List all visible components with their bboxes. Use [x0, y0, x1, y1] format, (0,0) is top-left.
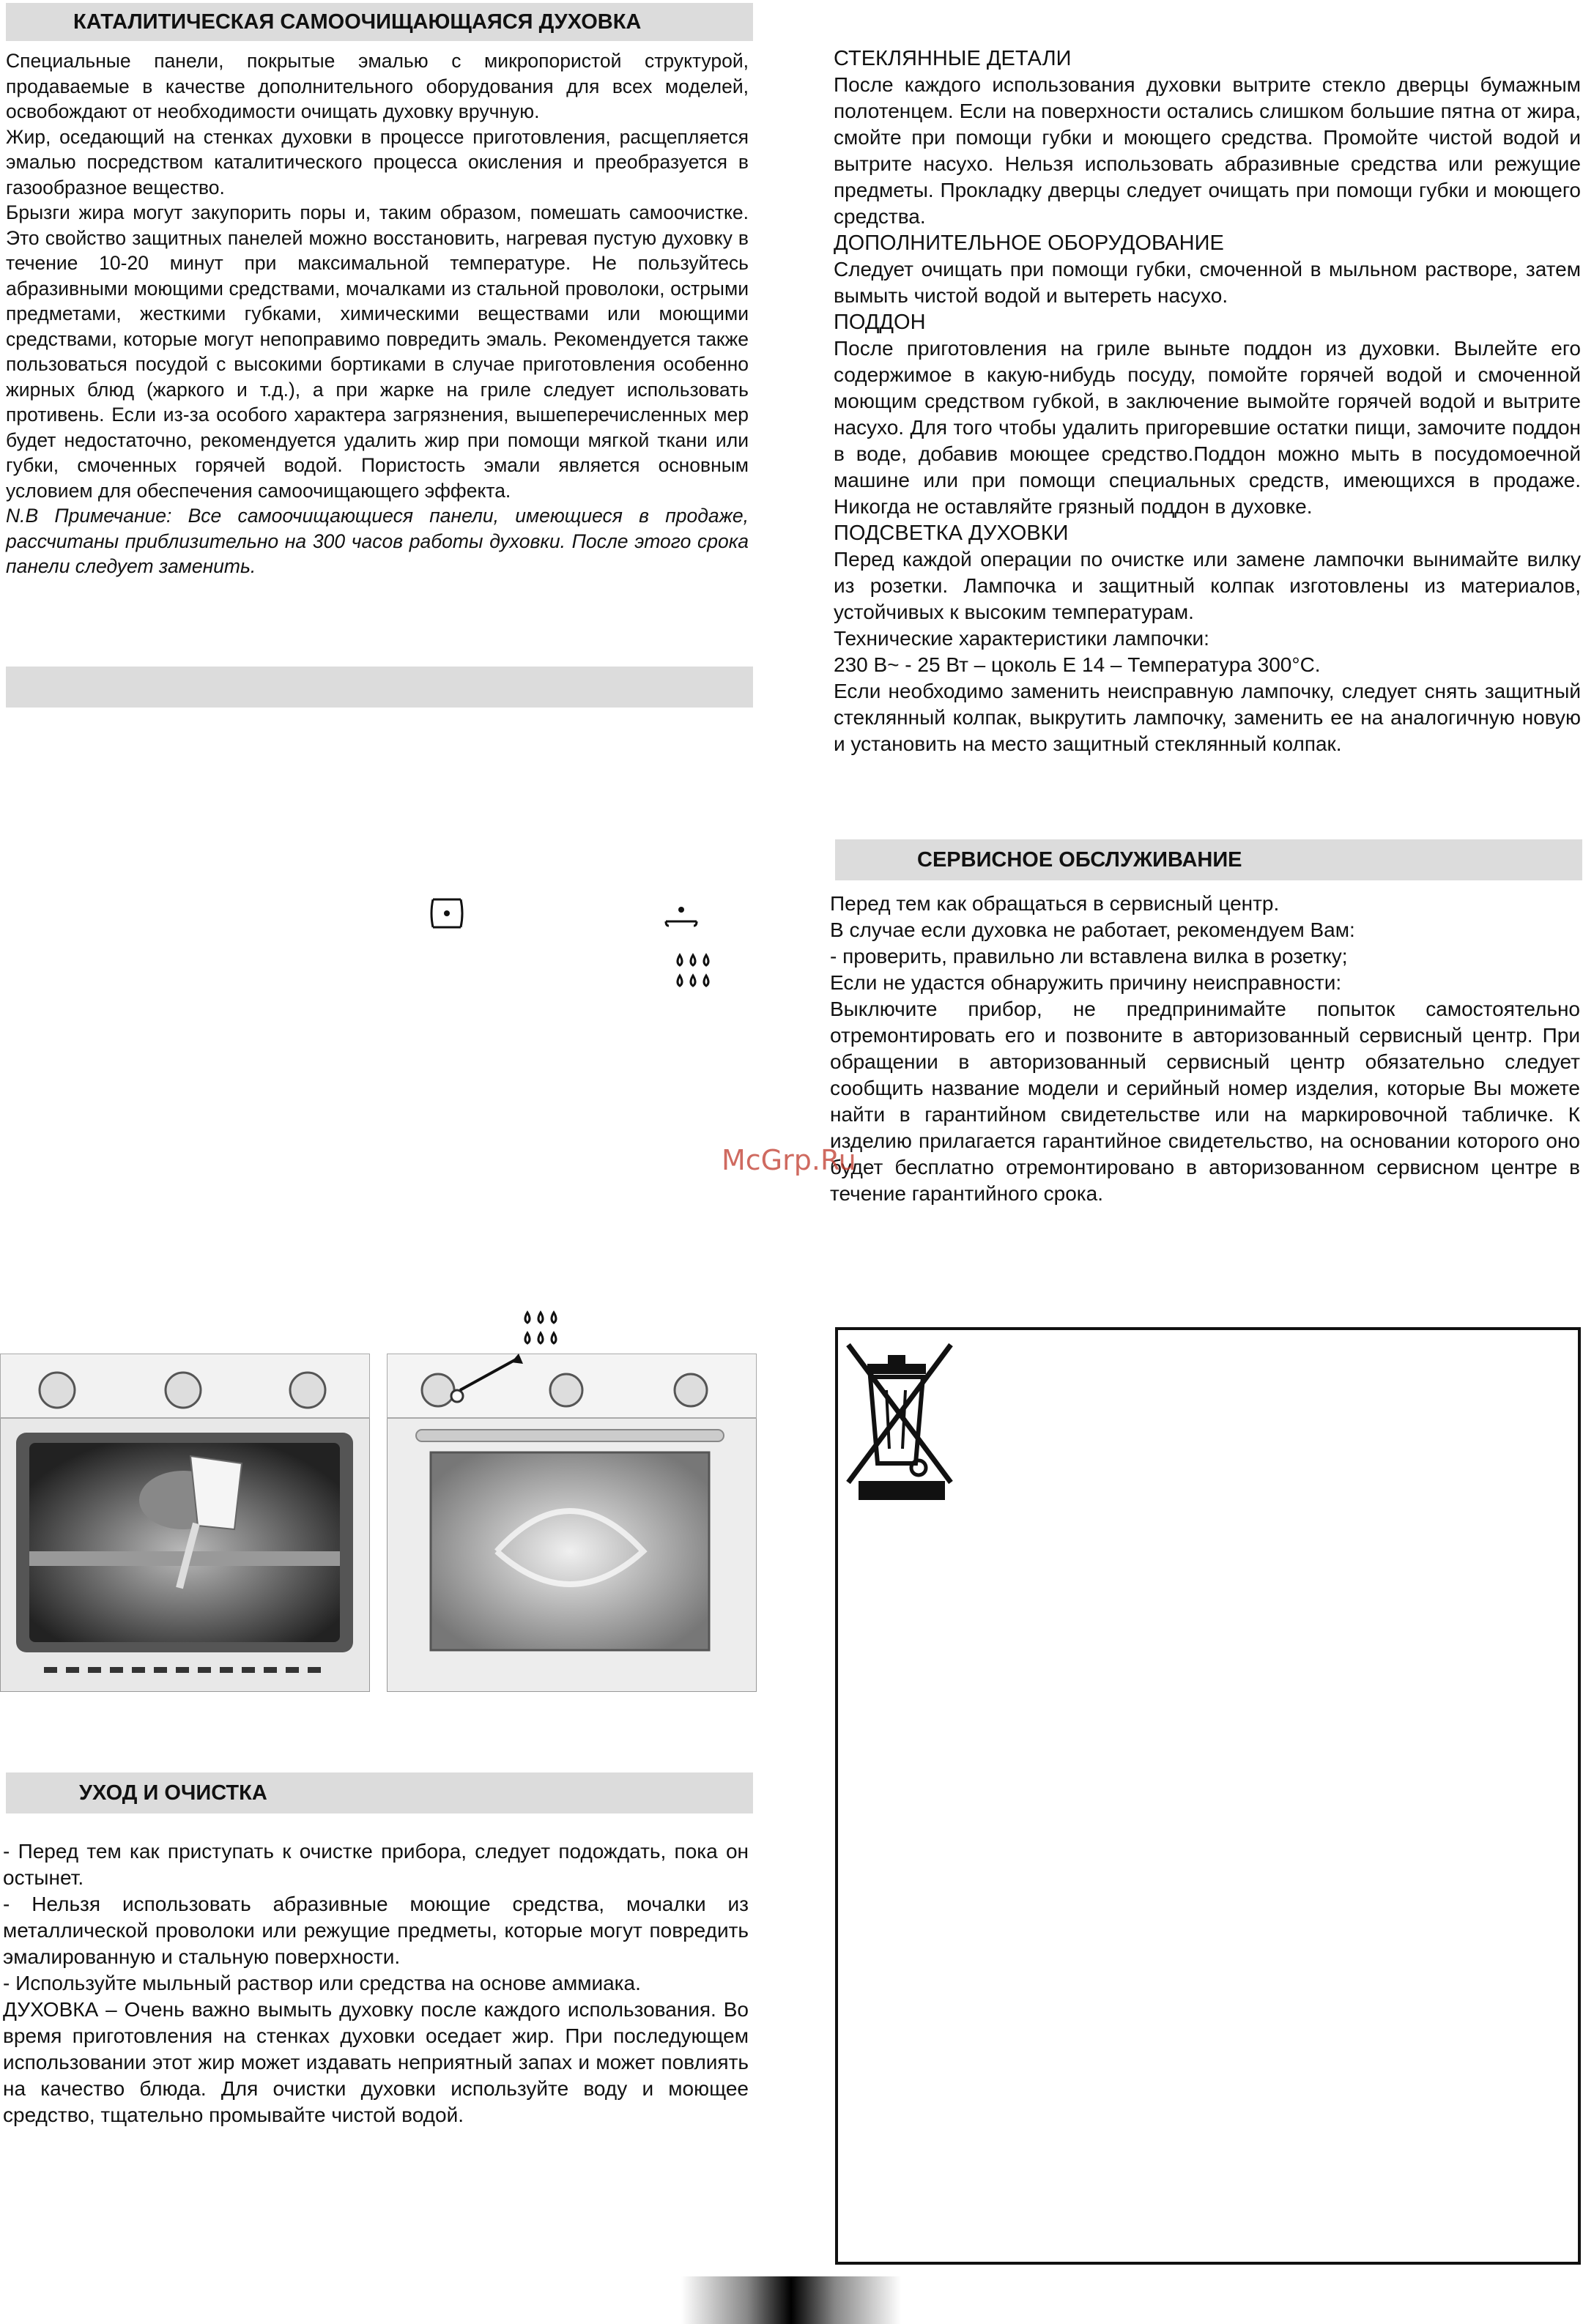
glass-title: СТЕКЛЯННЫЕ ДЕТАЛИ: [834, 47, 1072, 70]
page-footer-gradient: [681, 2276, 901, 2324]
tray-text: После приготовления на гриле выньте поддон из духовки. Вылейте его содержимое в какую-нибудь посуду, помойте горячей водой и смоченной моющим средством губкой, в заключение вымойте горячей водой и вытрите насухо. Для того чтобы удалить пригоревшие остатки пищи, замочите поддон в воде, добавив моющее средство.Поддон можно мыть в посудомоечной машине или при помощи специальных средств, имеющихся в продаже. Никогда не оставляйте грязный поддон в духовке.: [834, 337, 1581, 518]
service-body: [830, 891, 1580, 1207]
oven-light-small-symbol-icon: [663, 899, 700, 929]
oven-illustration-pouring-water: [0, 1354, 370, 1692]
light-text: Перед каждой операции по очистке или замене лампочки вынимайте вилку из розетки. Лампочка и защитный колпак изготовлены из материалов, устойчивых к высоким температурам.: [834, 548, 1581, 623]
care-paragraph-4: ДУХОВКА – Очень важно вымыть духовку после каждого использования. Во время приготовления на стенках духовки оседает жир. При последующем использовании этот жир может издавать неприятный запах и может повлиять на качество блюда. Для очистки духовки используйте воду и моющее средство, тщательно промывайте чистой водой.: [3, 1998, 749, 2126]
steam-drops-icon: [520, 1310, 561, 1351]
steam-drops-icon: [672, 952, 713, 993]
light-spec-label: Технические характеристики лампочки:: [834, 627, 1209, 650]
catalytic-paragraph-1: Специальные панели, покрытые эмалью с микропористой структурой, продаваемые в качестве дополнительного оборудования для всех моделей, освобождают от необходимости очищать духовку вручную.: [6, 50, 749, 122]
right-column-upper: [834, 45, 1581, 757]
oven-illustration-steam: [387, 1354, 757, 1692]
catalytic-note: N.B Примечание: Все самоочищающиеся панели, имеющиеся в продаже, рассчитаны приблизительно на 300 часов работы духовки. После этого срока панели следует заменить.: [6, 505, 749, 577]
service-line-4: Если не удастся обнаружить причину неисправности:: [830, 971, 1342, 994]
watermark: McGrp.Ru: [722, 1144, 856, 1176]
care-paragraph-3: - Используйте мыльный раствор или средства на основе аммиака.: [3, 1972, 641, 1994]
tray-title: ПОДДОН: [834, 311, 926, 334]
catalytic-title: КАТАЛИТИЧЕСКАЯ САМООЧИЩАЮЩАЯСЯ ДУХОВКА: [73, 10, 642, 34]
care-section-header: [6, 1772, 753, 1813]
service-title: СЕРВИСНОЕ ОБСЛУЖИВАНИЕ: [917, 847, 1242, 872]
light-spec: 230 В~ - 25 Вт – цоколь Е 14 – Температура 300°С.: [834, 653, 1321, 676]
service-section-header: [835, 839, 1582, 880]
catalytic-paragraph-3: Брызги жира могут закупорить поры и, таким образом, помешать самоочистке. Это свойство защитных панелей можно восстановить, нагревая пустую духовку в течение 10-20 минут при максимальной температуре. Не пользуйтесь абразивными моющими средствами, мочалками из стальной проволоки, острыми предметами, жесткими губками, химическими веществами или моющими средствами, которые могут непоправимо повредить эмаль. Рекомендуется также пользоваться посудой с высокими бортиками в случае приготовления особенно жирных блюд (жаркого и т.д.), а при жарке на гриле следует использовать противень. Если из-за особого характера загрязнения, вышеперечисленных мер будет недостаточно, рекомендуется удалить жир при помощи мягкой ткани или губки, смоченных горячей водой. Пористость эмали является основным условием для обеспечения самоочищающего эффекта.: [6, 201, 749, 502]
oven-light-symbol-icon: [429, 895, 465, 932]
catalytic-paragraph-2: Жир, оседающий на стенках духовки в процессе приготовления, расщепляется эмалью посредством каталитического процесса окисления и преобразуется в газообразное вещество.: [6, 125, 749, 198]
blank-section-header: [6, 667, 753, 708]
service-line-1: Перед тем как обращаться в сервисный центр.: [830, 892, 1280, 915]
light-title: ПОДСВЕТКА ДУХОВКИ: [834, 521, 1069, 545]
extra-title: ДОПОЛНИТЕЛЬНОЕ ОБОРУДОВАНИЕ: [834, 231, 1224, 255]
catalytic-section-header: [6, 3, 753, 41]
light-replace: Если необходимо заменить неисправную лампочку, следует снять защитный стеклянный колпак, выкрутить лампочку, заменить ее на аналогичную новую и установить на место защитный стеклянный колпак.: [834, 680, 1581, 755]
care-paragraph-2: - Нельзя использовать абразивные моющие средства, мочалки из металлической проволоки или режущие предметы, которые могут повредить эмалированную и стальную поверхности.: [3, 1893, 749, 1968]
crossed-out-wheelie-bin-icon: [842, 1339, 960, 1507]
care-paragraph-1: - Перед тем как приступать к очистке прибора, следует подождать, пока он остынет.: [3, 1840, 749, 1889]
care-body: [3, 1838, 749, 2128]
service-line-5: Выключите прибор, не предпринимайте попыток самостоятельно отремонтировать его и позвоните в авторизованный сервисный центр. При обращении в авторизованный сервисный центр обязательно следует сообщить название модели и серийный номер изделия, которые Вы можете найти в гарантийном свидетельстве или на маркировочной табличке. К изделию прилагается гарантийное свидетельство, на основании которого оно будет бесплатно отремонтировано в авторизованном сервисном центре в течение гарантийного срока.: [830, 998, 1580, 1205]
extra-text: Следует очищать при помощи губки, смоченной в мыльном растворе, затем вымыть чистой водой и вытереть насухо.: [834, 258, 1581, 307]
service-line-3: - проверить, правильно ли вставлена вилка в розетку;: [830, 945, 1348, 968]
care-title: УХОД И ОЧИСТКА: [79, 1781, 267, 1805]
glass-text: После каждого использования духовки вытрите стекло дверцы бумажным полотенцем. Если на поверхности остались слишком большие пятна от жира, смойте при помощи губки и моющего средства. Промойте чистой водой и вытрите насухо. Нельзя использовать абразивные средства или режущие предметы. Прокладку дверцы следует очищать при помощи губки и моющего средства.: [834, 73, 1581, 228]
service-line-2: В случае если духовка не работает, рекомендуем Вам:: [830, 918, 1355, 941]
catalytic-body: [6, 48, 749, 579]
